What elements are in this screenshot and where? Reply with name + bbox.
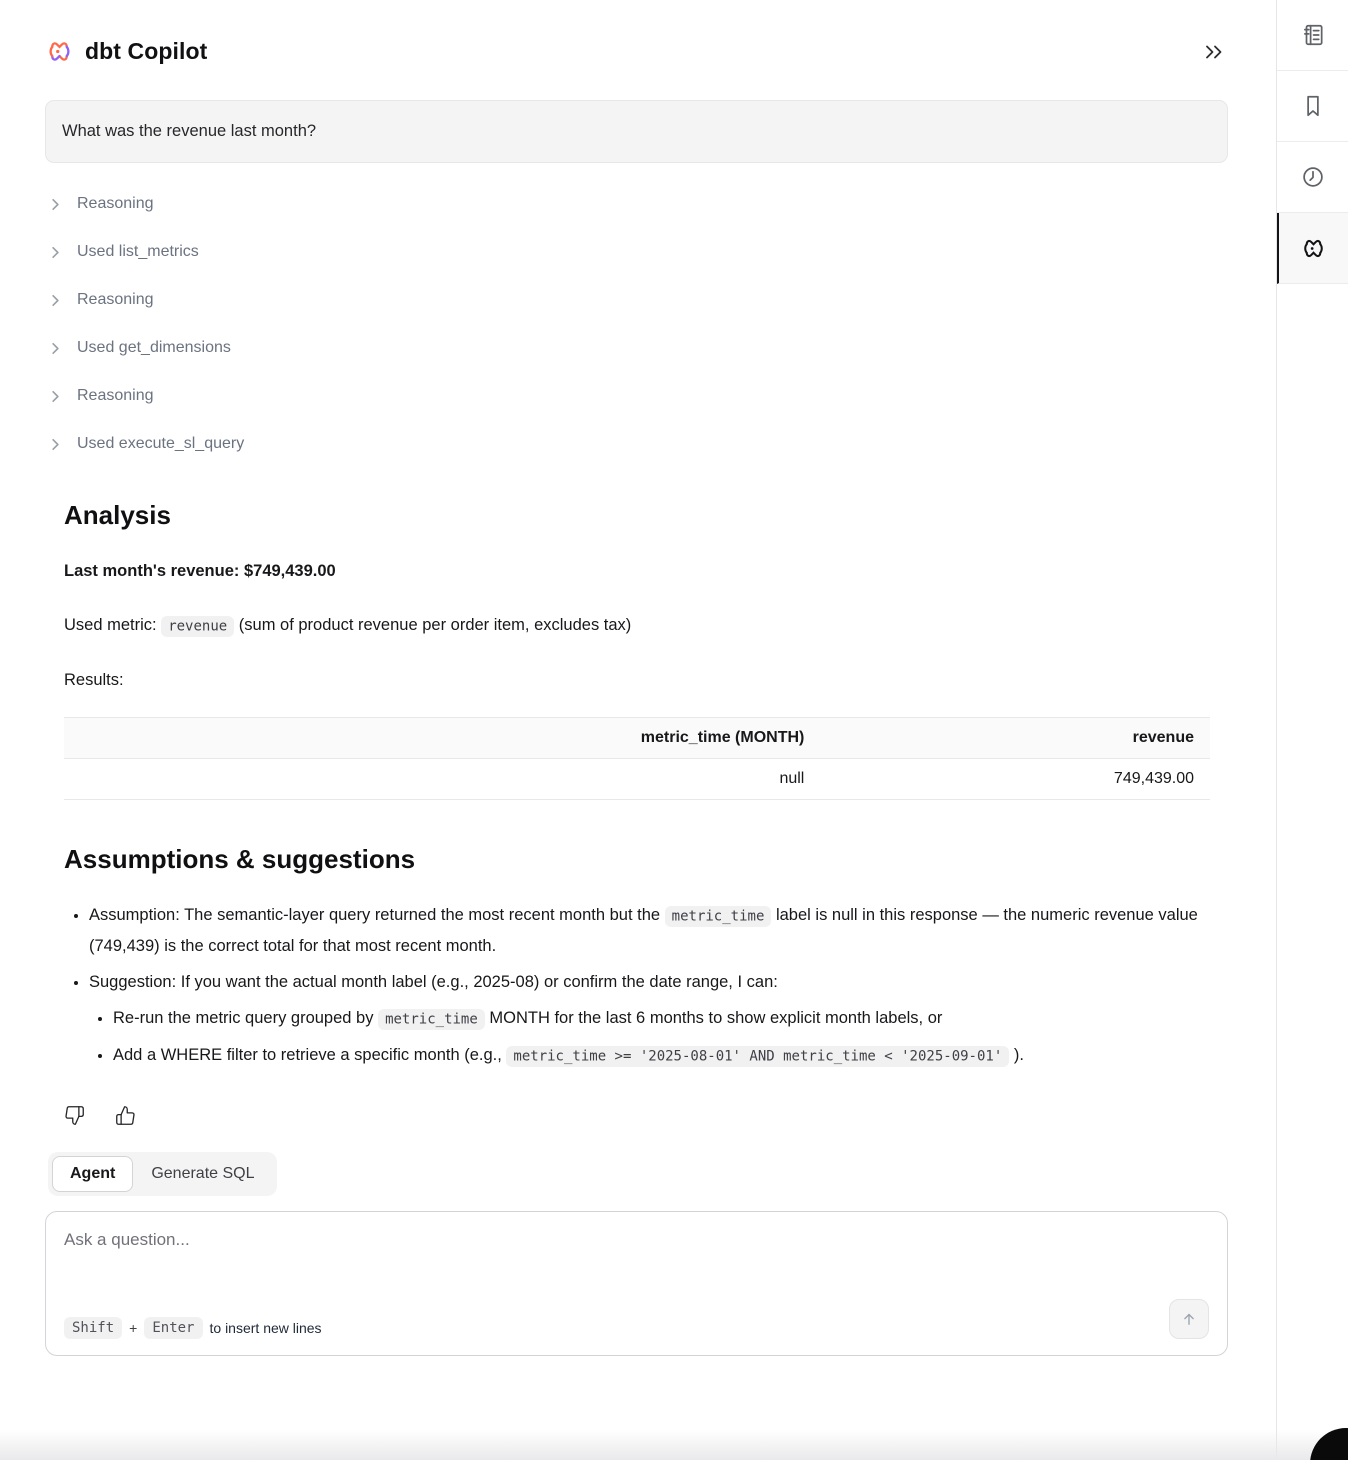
results-table: [64, 717, 1210, 800]
suggestion-sub-item-2: • Add a WHERE filter to retrieve a specific month (e.g., metric_time >= '2025-08-01' AND metric_time < '2025-09-01' ).: [113, 1040, 1210, 1071]
assumptions-list: [64, 900, 1210, 1071]
plus-sign: +: [129, 1320, 138, 1336]
rail-item-bookmarks[interactable]: [1277, 71, 1348, 142]
feedback-row: [54, 1105, 1210, 1126]
column-header-revenue: revenue: [820, 718, 1210, 759]
step-reasoning-1[interactable]: [45, 180, 1228, 228]
collapse-panel-button[interactable]: [1200, 38, 1228, 66]
chevron-right-icon: [47, 196, 64, 213]
assistant-response: [45, 498, 1228, 1126]
column-header-metric-time: metric_time (MONTH): [64, 718, 820, 759]
user-question-card: [45, 100, 1228, 163]
newline-hint: [64, 1317, 322, 1339]
chevron-right-icon: [47, 244, 64, 261]
suggestion-sublist: [89, 1003, 1210, 1071]
analysis-heading: Analysis: [64, 500, 171, 530]
table-row: [64, 759, 1210, 800]
chevron-right-icon: [47, 292, 64, 309]
chevron-right-icon: [47, 340, 64, 357]
step-label: Reasoning: [77, 195, 154, 212]
step-label: Reasoning: [77, 387, 154, 404]
suggestion-item: [89, 967, 1210, 1071]
step-label: Used list_metrics: [77, 243, 199, 260]
step-label: Used get_dimensions: [77, 339, 231, 356]
revenue-summary: Last month's revenue: $749,439.00: [64, 562, 336, 580]
composer: [45, 1211, 1228, 1356]
dbt-logo-icon: [45, 37, 74, 66]
shift-key-badge: Shift: [64, 1317, 122, 1339]
results-table-header-row: [64, 718, 1210, 759]
assumption-item: • Assumption: The semantic-layer query returned the most recent month but the metric_time label is null in this response — the numeric revenue value (749,439) is the correct total for that most recent month.: [89, 900, 1210, 961]
panel-title: dbt Copilot: [85, 38, 208, 64]
bookmark-icon: [1300, 93, 1326, 119]
hint-text: to insert new lines: [209, 1320, 322, 1336]
chevron-right-icon: [47, 436, 64, 453]
cell-revenue: 749,439.00: [820, 759, 1210, 800]
steps-list: [45, 180, 1228, 468]
thumbs-up-icon: [115, 1105, 136, 1126]
question-input[interactable]: [64, 1230, 1209, 1299]
history-icon: [1300, 164, 1326, 190]
cell-metric-time: null: [64, 759, 820, 800]
step-reasoning-3[interactable]: [45, 372, 1228, 420]
rail-item-dbt-copilot[interactable]: [1277, 213, 1348, 284]
panel-header-left: [45, 37, 207, 66]
arrow-up-icon: [1180, 1310, 1198, 1328]
rail-item-notebook[interactable]: [1277, 0, 1348, 71]
dbt-copilot-icon: [1300, 235, 1327, 262]
user-question-text: What was the revenue last month?: [62, 122, 317, 140]
step-reasoning-2[interactable]: [45, 276, 1228, 324]
results-label: Results:: [64, 671, 124, 689]
rail-item-history[interactable]: [1277, 142, 1348, 213]
step-label: Used execute_sl_query: [77, 435, 245, 452]
chevron-right-icon: [47, 388, 64, 405]
notebook-icon: [1300, 22, 1326, 48]
tab-generate-sql[interactable]: Generate SQL: [133, 1156, 272, 1192]
step-used-get-dimensions[interactable]: [45, 324, 1228, 372]
assumptions-heading: Assumptions & suggestions: [64, 844, 416, 874]
thumbs-down-icon: [64, 1105, 85, 1126]
suggestion-intro: Suggestion: If you want the actual month label (e.g., 2025-08) or confirm the date range, I can:: [89, 973, 778, 991]
mode-tabs: [48, 1152, 277, 1196]
panel-header: [45, 0, 1228, 66]
suggestion-sub-item-1: • Re-run the metric query grouped by metric_time MONTH for the last 6 months to show explicit month labels, or: [113, 1003, 1210, 1034]
thumbs-up-button[interactable]: [115, 1105, 136, 1126]
used-metric-line: Used metric: revenue (sum of product revenue per order item, excludes tax): [64, 613, 1210, 639]
double-chevron-right-icon: [1203, 42, 1225, 62]
step-used-execute-sl-query[interactable]: [45, 420, 1228, 468]
enter-key-badge: Enter: [144, 1317, 202, 1339]
step-used-list-metrics[interactable]: [45, 228, 1228, 276]
thumbs-down-button[interactable]: [64, 1105, 85, 1126]
right-rail: [1276, 0, 1348, 1460]
send-button[interactable]: [1169, 1299, 1209, 1339]
composer-footer: [64, 1299, 1209, 1339]
step-label: Reasoning: [77, 291, 154, 308]
tab-agent[interactable]: Agent: [52, 1156, 133, 1192]
